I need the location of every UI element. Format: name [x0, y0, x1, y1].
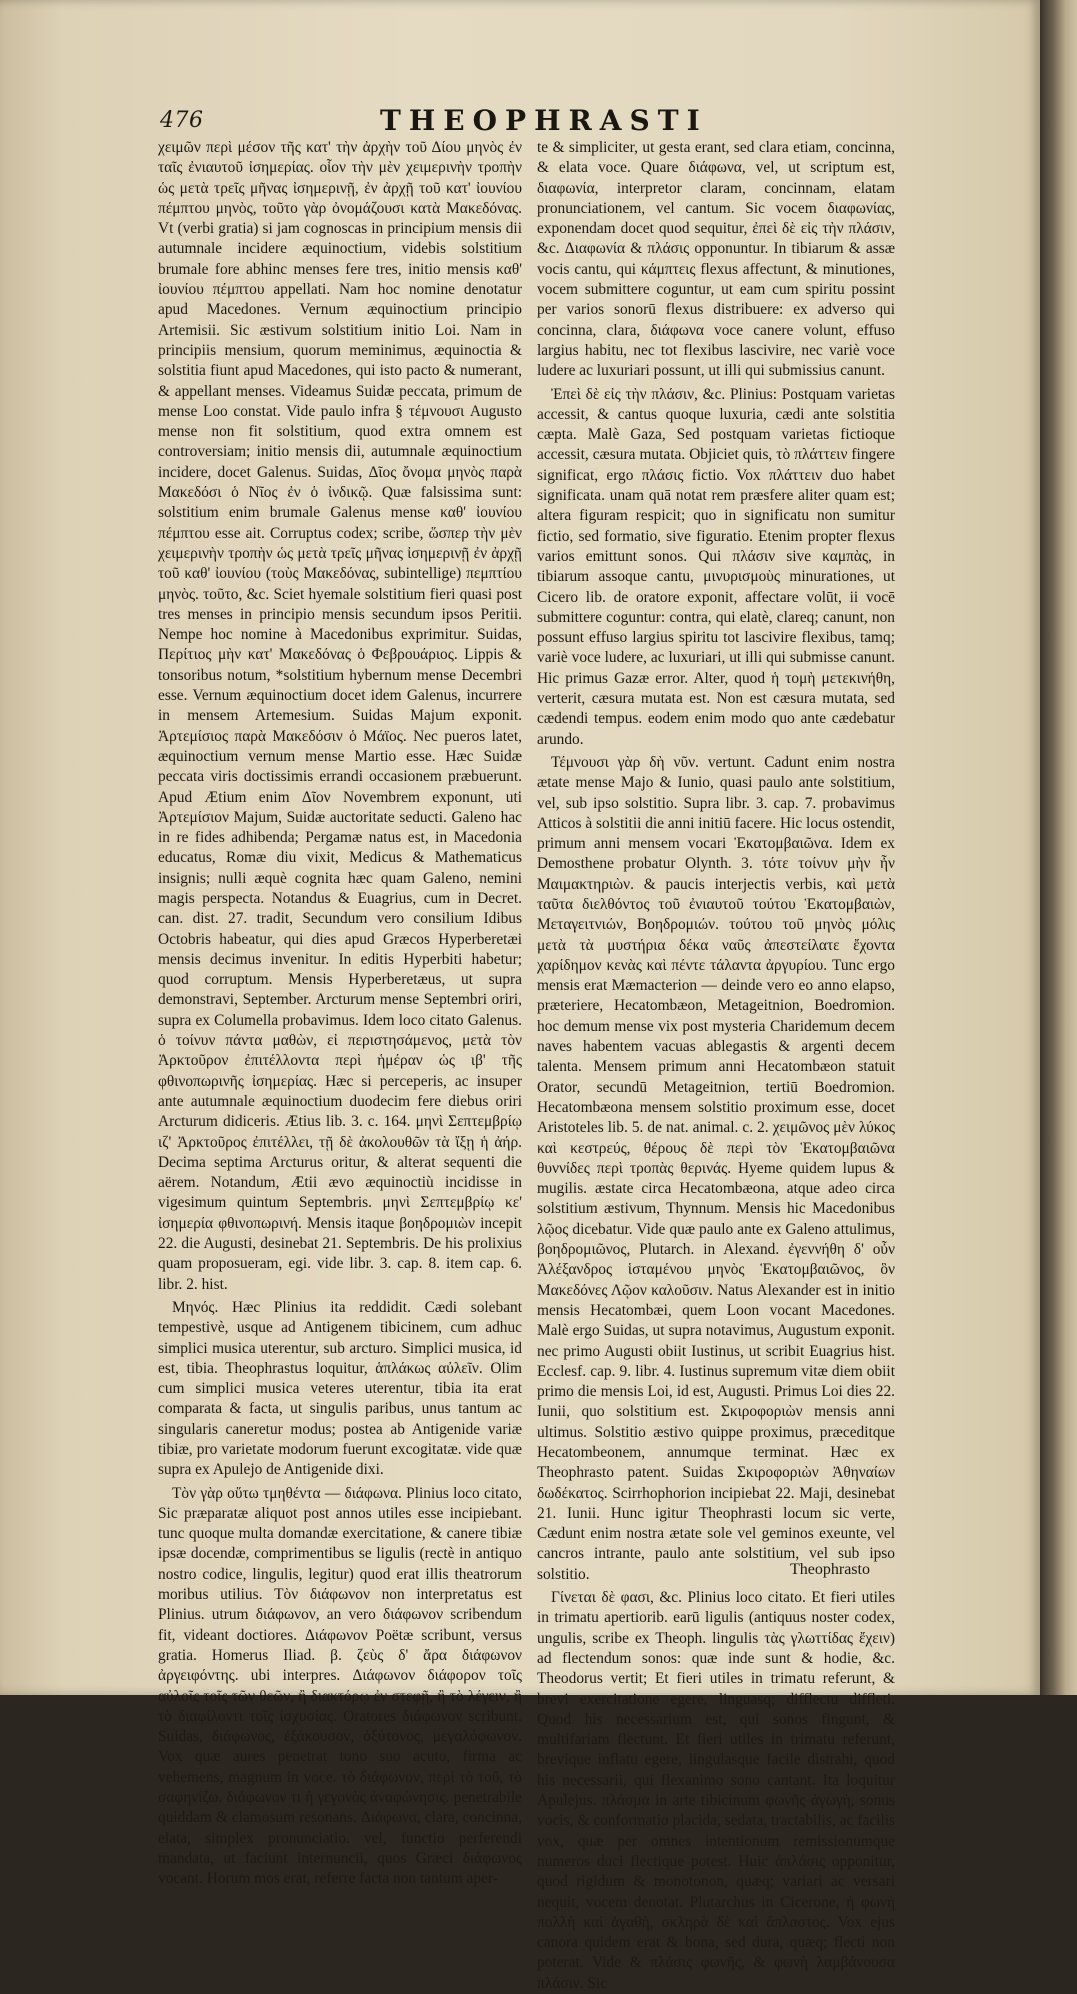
- catchword: Theophrasto: [790, 1561, 870, 1578]
- paragraph: Τέμνουσι γὰρ δὴ νῦν. vertunt. Cadunt enim nostra ætate mense Majo & Iunio, quasi paulo ante solstitium, vel, sub ipso solstitio. Supra libr. 3. cap. 7. probavimus Atticos à solstitii die anni initiū facere. Hic locus ostendit, primum anni mensem vocari Ἑκατομβαιῶνα. Idem ex Demosthene probatur Olynth. 3. τότε τοίνυν μὴν ἦν Μαιμακτηριὼν. & paucis interjectis verbis, καὶ μετὰ ταῦτα διελθόντος τοῦ ἐνιαυτοῦ τούτου Ἑκατομβαιὼν, Μεταγειτνιών, Βοηδρομιών. τούτου τοῦ μηνὸς μόλις μετὰ τὰ μυστήρια δέκα ναῦς ἀπεστείλατε ἔχοντα χαρίδημον κενὰς καὶ πέντε τάλαντα ἀργυρίου. Tunc ergo mensis erat Mæmacterion — deinde vero eo anno elapso, præteriere, Hecatombæon, Metageitnion, Boedromion. hoc demum mense vix post mysteria Charidemum decem naves habentem vacuas ablegastis & argenti decem talenta. Mensem primum anni Hecatombæon statuit Orator, secundū Metageitnion, tertiū Boedromion. Hecatombæona mensem solstitio proximum esse, docet Aristoteles lib. 5. de nat. animal. c. 2. χειμῶνος μὲν λύκος καὶ κεστρεύς, θέρους δὲ περὶ τὸν Ἑκατομβαιῶνα θυννίδες περὶ τροπὰς θερινάς. Hyeme quidem lupus & mugilis. æstate circa Hecatombæona, atque adeo circa solstitium æstivum, Thynnum. Mensis hic Macedonibus λῷος dicebatur. Vide quæ paulo ante ex Galeno attulimus, βοηδρομιῶνος, Plutarch. in Alexand. ἐγεννήθη δ' οὖν Ἀλέξανδρος ἱσταμένου μηνὸς Ἑκατομβαιῶνος, ὃν Μακεδόνες Λῷον καλοῦσιν. Natus Alexander est in initio mensis Hecatombæi, quem Loon vocant Macedones. Malè ergo Suidas, ut supra notavimus, Augustum exponit. nec primo Augusti obiit Iustinus, ut scribit Euagrius hist. Ecclesf. cap. 9. libr. 4. Iustinus supremum vitæ diem obiit primo die mensis Loi, id est, Augusti. Primus Loi dies 22. Iunii, quo solstitium est. Σκιροφοριὼν mensis anni ultimus. Solstitio æstivo quippe proximus, præceditque Hecatombeonem, annumque terminat. Hæc ex Theophrasto patent. Suidas Σκιροφοριὼν Ἀθηναίων δωδέκατος. Scirrhophorion incipiebat 22. Maji, desinebat 21. Iunii. Hunc igitur Theophrasti locum sic verte, Cædunt enim nostra ætate sole vel geminos exeunte, vel cancros intrante, paulo ante solstitium, vel sub ipso solstitio.: [537, 753, 895, 1583]
- paragraph: Γίνεται δὲ φασι, &c. Plinius loco citato. Et fieri utiles in trimatu apertiorib. earū ligulis (antiquus noster codex, ungulis, scribe ex Theoph. lingulis τὰς γλωττίδας ἔχειν) ad flectendum sonos: quæ inde sunt & hodie, &c. Theodorus vertit; Et fieri utiles in trimatu referunt, & brevi exercitatione egere, linguasq; difflectu diffleti. Quod his necessarium est, qui sonos fingunt, & multifariam flectunt. Et fieri utiles in trimatu referunt, brevique inflatu egere, lingulasque facile distrahi, quod his necessarii, qui flexanimo sono cantant. Ita loquitur Apulejus. πλάσμα in arte tibicinum φωνῆς ἀγωγὴ, sonus vocis, & conformatio placida, sedata, tractabilis, ac facilis vox, quæ per omnes intentionum remissionumque numeros duci flectique potest. Huic ἀπλάσις opponitur, quod rigidum & monotonon, quæq; variari ac versari nequit, vocem denotat. Plutarchus in Cicerone, ἡ φωνὴ πολλὴ καὶ ἀγαθὴ, σκληρὰ δὲ καὶ ἄπλαστος. Vox ejus canora quidem erat & bona, sed dura, quæq; flecti non poterat. Vide & πλάσις φωνῆς, & φωνὴ λαμβάνουσα πλάσιν. Sic: [537, 1589, 895, 1992]
- book-gutter: [1040, 0, 1077, 1695]
- right-column: [537, 138, 895, 1992]
- left-column: [158, 138, 522, 1888]
- running-title: THEOPHRASTI: [380, 104, 708, 137]
- paragraph: Μηνός. Hæc Plinius ita reddidit. Cædi solebant tempestivè, usque ad Antigenem tibicinem, cum adhuc simplici musica uterentur, sub arcturo. Simplici musica, id est, tibia. Theophrastus loquitur, ἁπλάκως αὐλεῖν. Olim cum simplici musica veteres uterentur, tibia ita erat comparata & facta, ut singulis paribus, unus tantum ac singularis caneretur modus; postea ab Antigenide variæ tibiæ, pro varietate modorum fuerunt excogitatæ. vide quæ supra ex Apulejo de Antigenide dixi.: [158, 1298, 522, 1479]
- paragraph: Ἐπεὶ δὲ εἰς τὴν πλάσιν, &c. Plinius: Postquam varietas accessit, & cantus quoque luxuria, cædi ante solstitia cæpta. Malè Gaza, Sed postquam varietas fictioque accessit, cæsura mutata. Objiciet quis, τὸ πλάττειν fingere significat, ergo πλάσις fictio. Vox πλάττειν duo habet significata. unam quā notat rem præsfere aliter quam est; altera figuram respicit; quo in significatu non sumitur fictio, sed formatio, sive figuratio. Etenim propter flexus varios emittunt sonos. Qui πλάσιν sive καμπὰς, in tibiarum assoque cantu, μινυρισμοὺς minurationes, ut Cicero lib. de oratore exponit, affectare volūt, ii vocē submittere coguntur: contra, qui elatè, clareq; canunt, non possunt effuso largius spiritu tot lascivire flexibus, tamq; variè voce ludere, ac luxuriari, ut illi qui submisse canunt. Hic primus Gazæ error. Alter, quod ἡ τομὴ μετεκινήθη, verterit, cæsura mutata est. Non est cæsura mutata, sed cædendi tempus. eodem enim modo quo ante cædebatur arundo.: [537, 385, 895, 748]
- paragraph: Τὸν γὰρ οὕτω τμηθέντα — διάφωνα. Plinius loco citato, Sic præparatæ aliquot post annos utiles esse incipiebant. tunc quoque multa domandæ exercitatione, & canere tibiæ ipsæ docendæ, comprimentibus se ligulis (rectè in antiquo nostro codice, lingulis, legitur) quod erat illis theatrorum moribus utilius. Τὸν διάφωνον non interpretatus est Plinius. utrum διάφωνον, an vero διάφωνον scribendum fit, videant doctiores. Διάφωνον Poëtæ scribunt, versus gratia. Homerus Iliad. β. ζεὺς δ' ἄρα διάφωνον ἀργειφόντης. ubi interpres. Διάφωνον διάφορον τοῖς αὐλοῖς τοῖς τῶν θεῶν, ἢ διακτόρῳ ἐν στεφῇ, ἢ τὸ λέγειν, ἢ τὸ διαφίλοντι τοῖς ἰσχυσίας. Oratores διάφωνον scribunt. Suidas, διάφωνος, ἐξάκουσον, ὀξύτονος, μεγαλόφωνον. Vox quæ aures penetrat tono suo acuto, firma ac vehemens, magnum in voce. τὸ διάφωνον, περὶ τὸ τοῦ, τὸ σαφηνίζω. διάφωνον τι ἡ γεγονὸς ἀναφώνησις. penetrabile quiddam & clamosum resonans. Διάφωνα, clara, concinna, elata, simplex pronunciatio. vel, functio perferendi mandata, ut faciunt internuncii, quos Græci διάφωνος vocant. Horum mos erat, referre facta non tantum aper-: [158, 1484, 522, 1888]
- page-number: 476: [160, 108, 204, 133]
- paragraph: te & simpliciter, ut gesta erant, sed clara etiam, concinna, & elata voce. Quare διάφωνα, vel, ut scriptum est, διαφωνία, interpretor claram, concinnam, elatam pronunciationem, vel cantum. Sic vocem διαφωνίας, exponendam docet quod sequitur, ἐπεὶ δὲ εἰς τὴν πλάσιν, &c. Διαφωνία & πλάσις opponuntur. In tibiarum & assæ vocis cantu, qui κάμπτεις flexus affectunt, & minutiones, vocem submittere coguntur, ut eam cum spiritu possint per varios sonorū flexus distribuere: ex adverso qui concinna, clara, διάφωνα voce canere volunt, effuso largius habitu, nec tot flexibus lascivire, nec variè voce ludere ac luxuriari possunt, ut illi qui submissius canunt.: [537, 139, 895, 380]
- paragraph: χειμῶν περὶ μέσον τῆς κατ' τὴν ἀρχὴν τοῦ Δίου μηνὸς ἐν ταῖς ἐνιαυτοῦ ἰσημερίας. οἷον τὴν μὲν χειμερινὴν τροπὴν ὡς μετὰ τρεῖς μῆνας ἰσημερινῇ, ἐν ἀρχῇ τοῦ κατ' ἰουνίου πέμπτου μηνὸς, τοῦτο γὰρ ὀνομάζουσι κατὰ Μακεδόνας. Vt (verbi gratia) si jam cognoscas in principium mensis dii autumnale incidere æquinoctium, videbis solstitium brumale fore abhinc menses fere tres, initio mensis καθ' ἰουνίου πέμπτου appellati. Nam hoc nomine denotatur apud Macedones. Vernum æquinoctium principio Artemisii. Sic æstivum solstitium initio Loi. Nam in principiis mensium, quorum meminimus, æquinoctia & solstitia fiunt apud Macedones, qui isto pacto & numerant, & appellant menses. Videamus Suidæ peccata, primum de mense Loo constat. Vide paulo infra § τέμνουσι Augusto mense non fit solstitium, quod extra omnem est controversiam; initio mensis dii, autumnale æquinoctium incidere, docet Galenus. Suidas, Δῖος ὄνομα μηνὸς παρὰ Μακεδόσι ὁ Νῖος ἐν ὁ ἰνδικῷ. Quæ falsissima sunt: solstitium enim brumale Galenus mense καθ' ἰουνίου πέμπτου esse ait. Corruptus codex; scribe, ὥσπερ τὴν μὲν χειμερινὴν τροπὴν ὡς μετὰ τρεῖς μῆνας ἰσημερινῇ ἐν ἀρχῇ τοῦ καθ' ἰουνίου (τοὺς Μακεδόνας, subintellige) πεμπτίου μηνὸς. τοῦτο, &c. Sciet hyemale solstitium fieri quasi post tres menses in principio mensis secundum ipsos Peritii. Nempe hoc nomine à Macedonibus exprimitur. Suidas, Περίτιος μὴν κατ' Μακεδόνας ὁ Φεβρουάριος. Lippis & tonsoribus notum, *solstitium hybernum mense Decembri esse. Vernum æquinoctium docet idem Galenus, incurrere in mensem Artemesium. Suidas Majum exponit. Ἀρτεμίσιος παρὰ Μακεδόσιν ὁ Μάϊος. Nec pueros latet, æquinoctium vernum mense Martio esse. Hæc Suidæ peccata viris doctissimis errandi occasionem præbuerunt. Apud Ætium enim Δῖον Novembrem exponunt, uti Ἀρτεμίσιον Majum, Suidæ auctoritate seducti. Galeno hac in re fides adhibenda; Pergamæ natus est, in Macedonia educatus, Romæ diu vixit, Medicus & Mathematicus insignis; nulli æquè cognita hæc quam Galeno, nemini magis perspecta. Notandus & Euagrius, cum in Decret. can. dist. 27. tradit, Secundum vero consilium Idibus Octobris habeatur, qui dies apud Græcos Hyperberetæi mensis decimus invenitur. In editis Hyperbiti habetur; quod corruptum. Mensis Hyperberetæus, ut supra demonstravi, September. Arcturum mense Septembri oriri, supra ex Columella probavimus. Idem loco citato Galenus. ὁ τοίνυν πάντα μαθὼν, εἰ περιστησάμενος, μετὰ τὸν Ἀρκτοῦρον ἐπιτέλλοντα περὶ ἡμέραν ὡς ιβ' τῆς φθινοπωρινῆς ἰσημερίας. Hæc si perceperis, ac insuper ante autumnale æquinoctium duodecim fere diebus oriri Arcturum didiceris. Ætius lib. 3. c. 164. μηνὶ Σεπτεμβρίῳ ιζ' Ἀρκτοῦρος ἐπιτέλλει, τῇ δὲ ἀκολουθῶν τὰ ἴξῃ ἡ ἀήρ. Decima septima Arcturus oritur, & alterat sequenti die aërem. Notandum, Ætii ævo æquinoctiù incidisse in vigesimum quintum Septembris. μηνὶ Σεπτεμβρίῳ κε' ἰσημερία φθινοπωρινή. Mensis itaque βοηδρομιὼν incepit 22. die Augusti, desinebat 21. Septembris. De his prolixius quam proposueram, egi. vide libr. 3. cap. 8. item cap. 6. libr. 2. hist.: [158, 139, 522, 1293]
